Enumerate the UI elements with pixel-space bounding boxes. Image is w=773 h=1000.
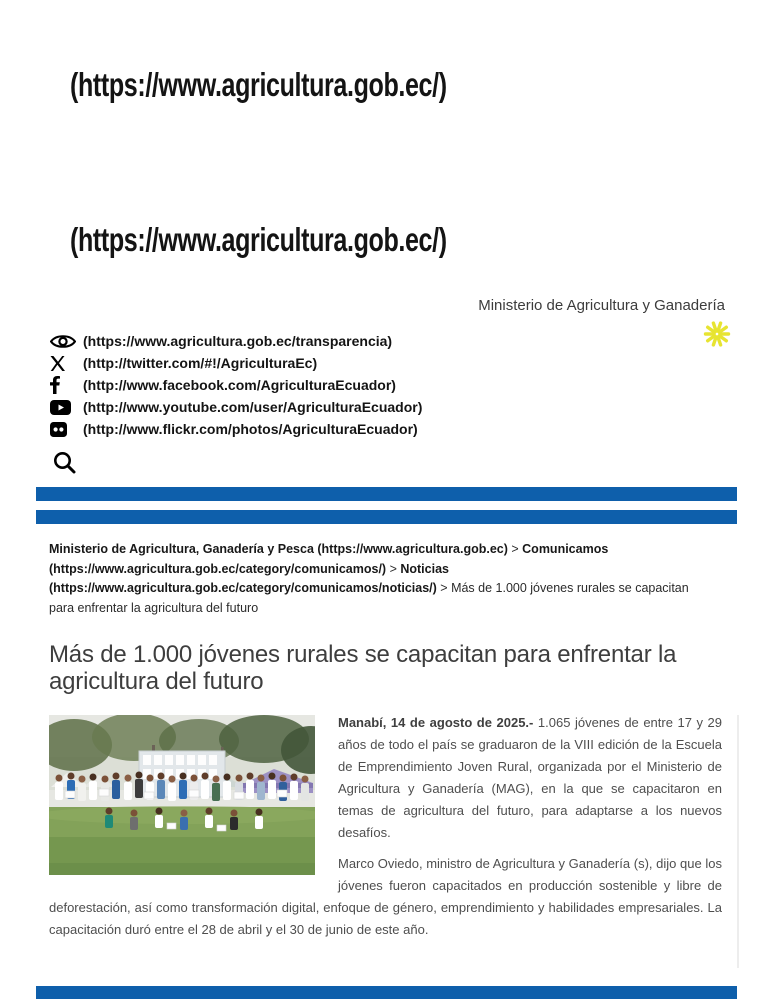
eye-transparency-icon: [50, 333, 76, 350]
article-paragraph-2: Marco Oviedo, ministro de Agricultura y Ganadería (s), dijo que los jóvenes fueron capacitados en producción sostenible y libre de deforestación, así como transformación digital, enfoque de género, emprendimiento y habilidades empresariales. La capacitación duró entre el 28 de abril y el 30 de junio de este año.: [49, 856, 722, 937]
site-url-heading-second[interactable]: (https://www.agricultura.gob.ec/): [70, 221, 447, 258]
link-label: (http://www.facebook.com/AgriculturaEcuador): [83, 377, 396, 393]
breadcrumb-comunicamos-link[interactable]: Comunicamos (https://www.agricultura.gob.ec/category/comunicamos/): [49, 542, 609, 576]
link-youtube[interactable]: [50, 396, 422, 418]
social-links: [50, 330, 422, 440]
breadcrumb-separator: >: [436, 581, 452, 595]
youtube-icon: [50, 400, 76, 415]
search-icon[interactable]: [52, 450, 77, 480]
breadcrumb-separator: >: [386, 561, 401, 576]
link-label: (http://www.flickr.com/photos/AgriculturaEcuador): [83, 421, 418, 437]
article-paragraph-1-text: 1.065 jóvenes de entre 17 y 29 años de todo el país se graduaron de la VIII edición de la Escuela de Emprendimiento Joven Rural, organizada por el Ministerio de Agricultura y Ganadería (MAG), en la que se capacitaron en temas de agricultura del futuro, para adaptarse a los nuevos desafíos.: [338, 715, 722, 840]
article-body: [49, 712, 722, 950]
link-label: (http://www.youtube.com/user/AgriculturaEcuador): [83, 399, 423, 415]
bottom-divider-bar: [36, 986, 737, 999]
link-facebook[interactable]: [50, 374, 422, 396]
link-flickr[interactable]: [50, 418, 422, 440]
page-title: Más de 1.000 jóvenes rurales se capacitan para enfrentar la agricultura del futuro: [49, 641, 677, 695]
article-dateline: Manabí, 14 de agosto de 2025.-: [338, 715, 534, 730]
flickr-icon: [50, 422, 76, 437]
link-label: (https://www.agricultura.gob.ec/transparencia): [83, 333, 393, 349]
link-transparencia[interactable]: [50, 330, 422, 352]
breadcrumb-current-page: Más de 1.000 jóvenes rurales se capacitan para enfrentar la agricultura del futuro: [49, 581, 689, 615]
article-photo: [49, 715, 315, 875]
breadcrumb-noticias-link[interactable]: Noticias (https://www.agricultura.gob.ec/category/comunicamos/noticias/): [49, 561, 449, 595]
facebook-icon: [50, 376, 76, 394]
loading-asterisk-icon: [703, 320, 731, 353]
breadcrumb-home-link[interactable]: Ministerio de Agricultura, Ganadería y Pesca (https://www.agricultura.gob.ec): [49, 542, 508, 556]
second-divider-bar: [36, 510, 737, 524]
top-divider-bar: [36, 487, 737, 501]
ministry-name: Ministerio de Agricultura y Ganadería: [478, 297, 725, 314]
link-label: (http://twitter.com/#!/AgriculturaEc): [83, 355, 318, 371]
article-right-rule: [737, 715, 739, 968]
x-twitter-icon: [50, 356, 76, 371]
breadcrumb: [49, 540, 707, 618]
link-twitter[interactable]: [50, 352, 422, 374]
breadcrumb-separator: >: [507, 542, 523, 556]
site-url-heading-top[interactable]: (https://www.agricultura.gob.ec/): [70, 66, 447, 103]
